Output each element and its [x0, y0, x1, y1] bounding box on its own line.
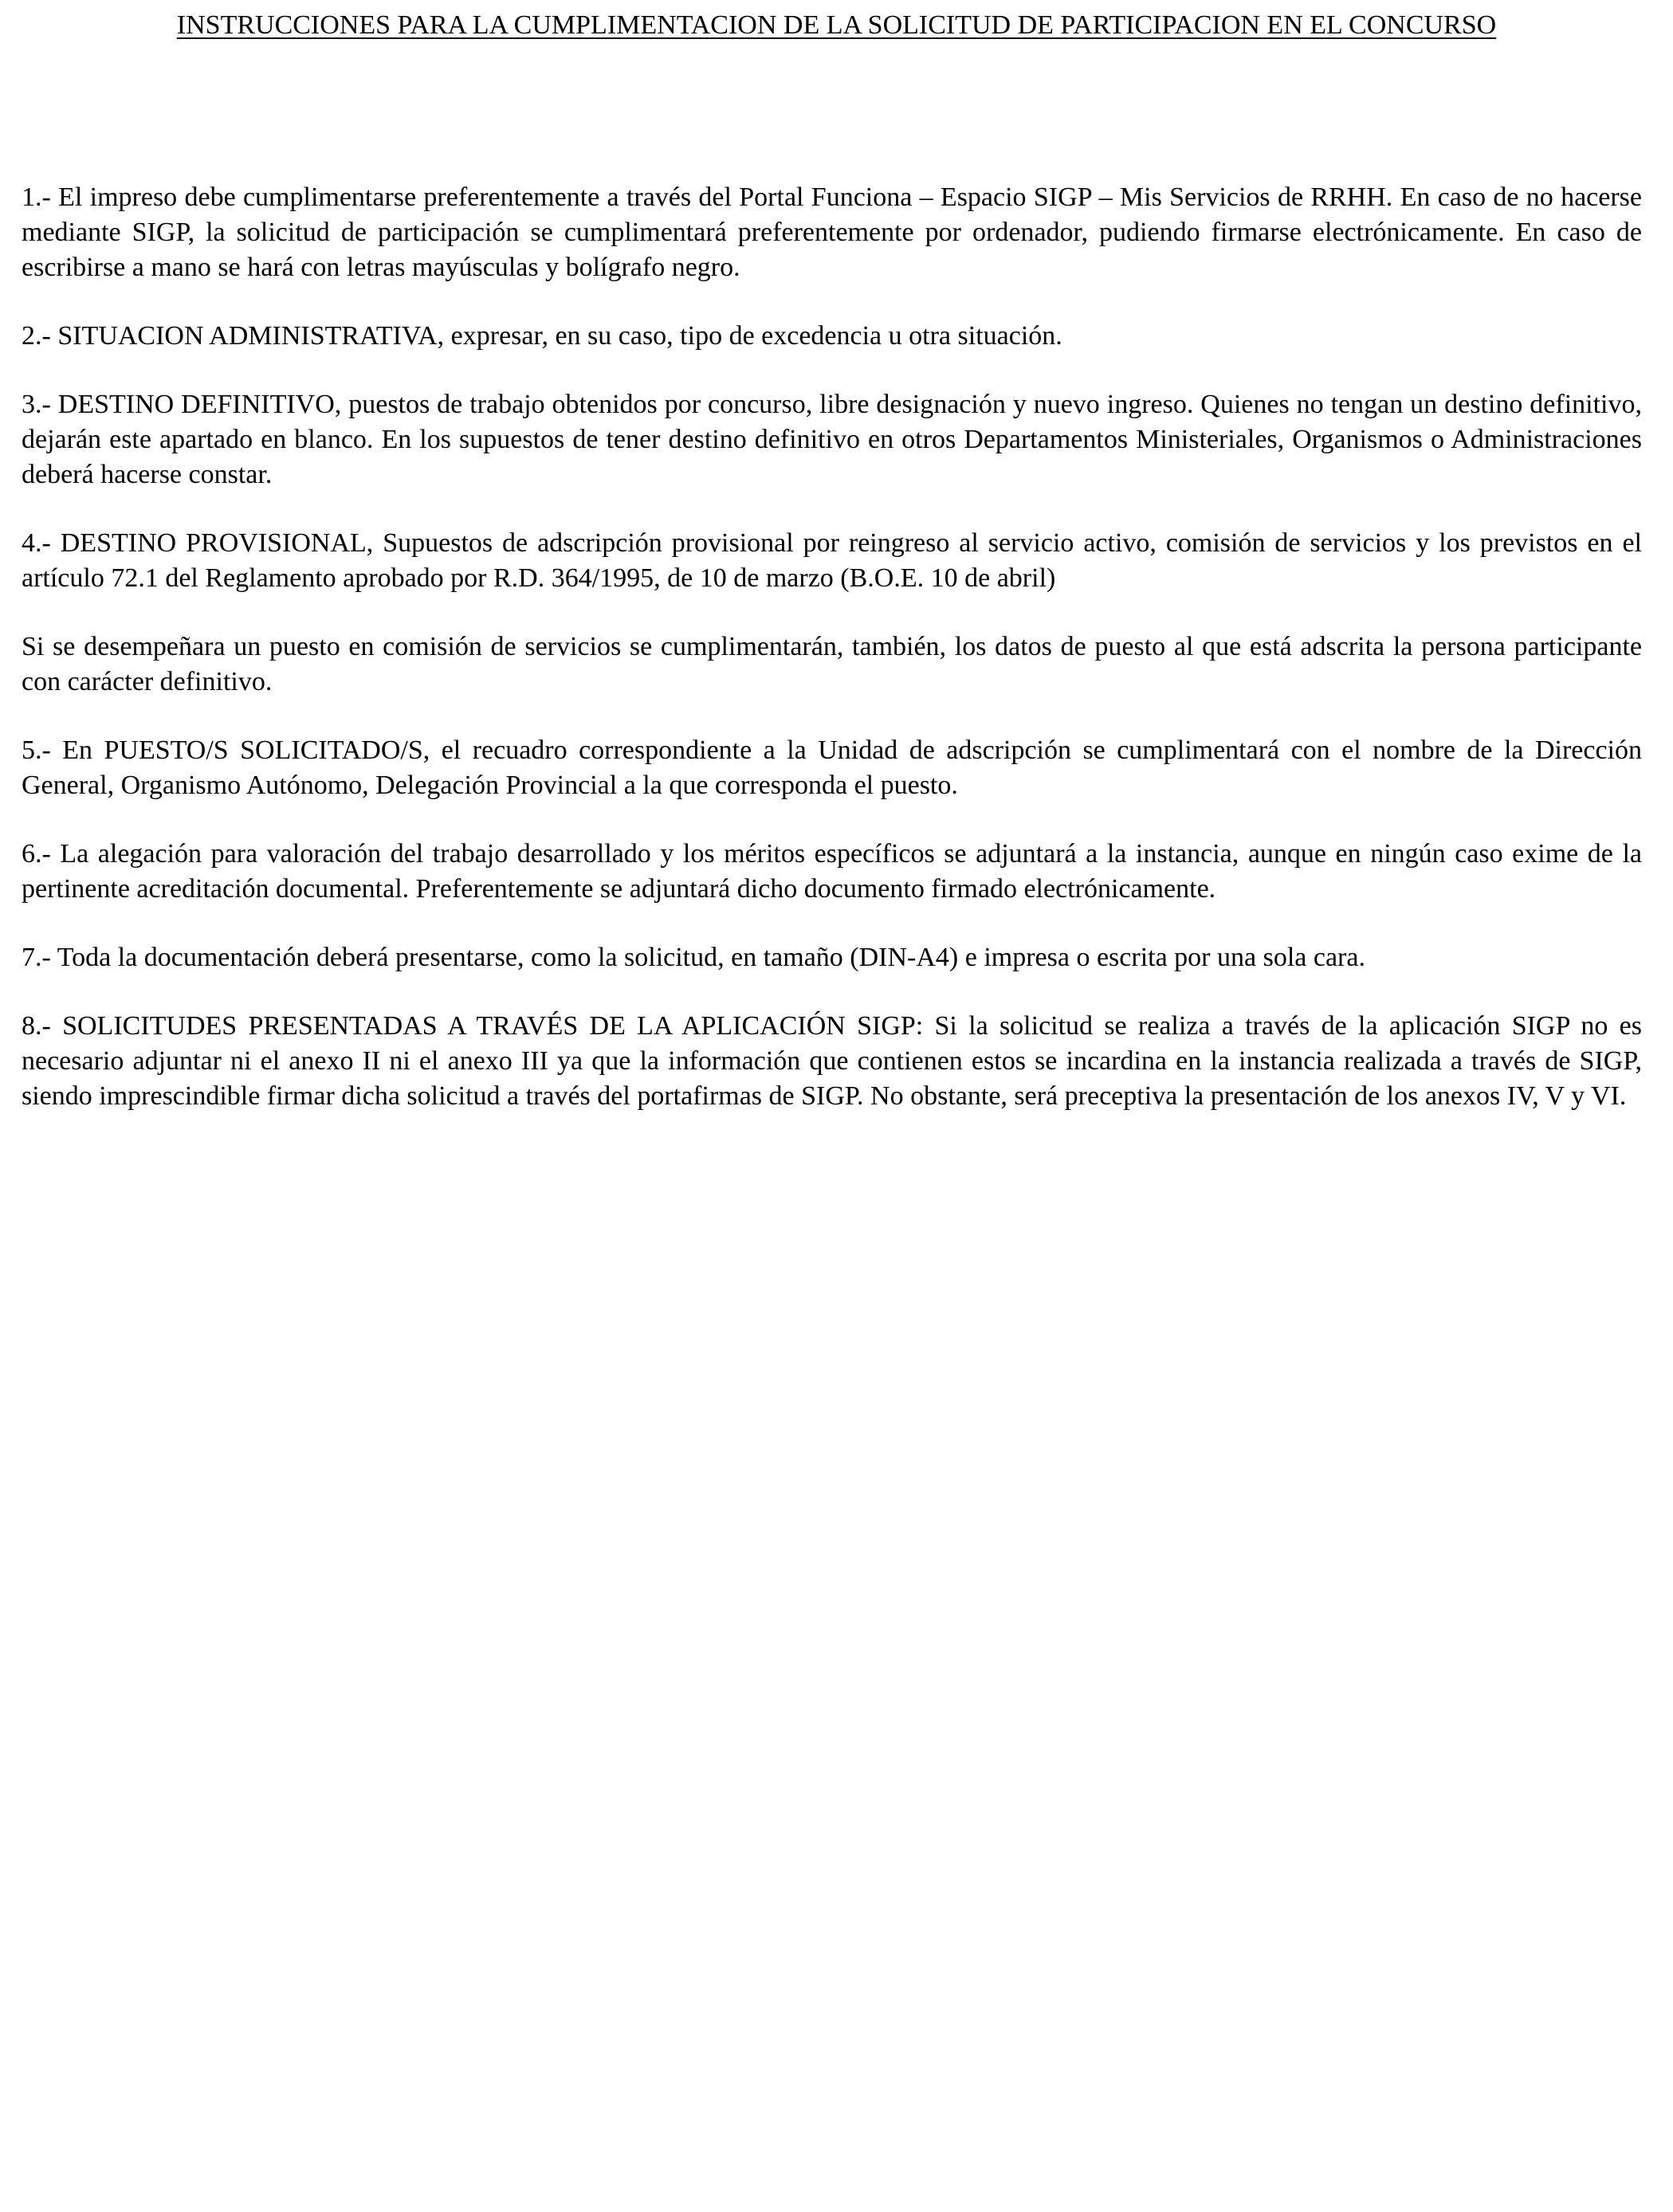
- instructions-body: [22, 180, 1642, 1147]
- instruction-paragraph-5: 5.- En PUESTO/S SOLICITADO/S, el recuadro correspondiente a la Unidad de adscripción se cumplimentará con el nombre de la Dirección General, Organismo Autónomo, Delegación Provincial a la que corresponda el puesto.: [22, 735, 1642, 800]
- document-title: INSTRUCCIONES PARA LA CUMPLIMENTACION DE LA SOLICITUD DE PARTICIPACION EN EL CONCURSO: [176, 10, 1497, 40]
- instruction-paragraph-7: 7.- Toda la documentación deberá presentarse, como la solicitud, en tamaño (DIN-A4) e impresa o escrita por una sola cara.: [22, 943, 1365, 972]
- instruction-paragraph-8: 8.- SOLICITUDES PRESENTADAS A TRAVÉS DE LA APLICACIÓN SIGP: Si la solicitud se realiza a través de la aplicación SIGP no es necesario adjuntar ni el anexo II ni el anexo III ya que la información que contienen estos se incardina en la instancia realizada a través de SIGP, siendo imprescindible firmar dicha solicitud a través del portafirmas de SIGP. No obstante, será preceptiva la presentación de los anexos IV, V y VI.: [22, 1011, 1642, 1111]
- instruction-paragraph-4: 4.- DESTINO PROVISIONAL, Supuestos de adscripción provisional por reingreso al servicio activo, comisión de servicios y los previstos en el artículo 72.1 del Reglamento aprobado por R.D. 364/1995, de 10 de marzo (B.O.E. 10 de abril): [22, 528, 1642, 593]
- instruction-paragraph-2: 2.- SITUACION ADMINISTRATIVA, expresar, en su caso, tipo de excedencia u otra situación.: [22, 321, 1062, 351]
- instruction-paragraph-1: 1.- El impreso debe cumplimentarse preferentemente a través del Portal Funciona – Espacio SIGP – Mis Servicios de RRHH. En caso de no hacerse mediante SIGP, la solicitud de participación se cumplimentará preferentemente por ordenador, pudiendo firmarse electrónicamente. En caso de escribirse a mano se hará con letras mayúsculas y bolígrafo negro.: [22, 182, 1642, 282]
- instruction-paragraph-6: 6.- La alegación para valoración del trabajo desarrollado y los méritos específicos se adjuntará a la instancia, aunque en ningún caso exime de la pertinente acreditación documental. Preferentemente se adjuntará dicho documento firmado electrónicamente.: [22, 839, 1642, 904]
- instruction-paragraph-4-note: Si se desempeñara un puesto en comisión de servicios se cumplimentarán, también, los datos de puesto al que está adscrita la persona participante con carácter definitivo.: [22, 632, 1642, 696]
- instruction-paragraph-3: 3.- DESTINO DEFINITIVO, puestos de trabajo obtenidos por concurso, libre designación y nuevo ingreso. Quienes no tengan un destino definitivo, dejarán este apartado en blanco. En los supuestos de tener destino definitivo en otros Departamentos Ministeriales, Organismos o Administraciones deberá hacerse constar.: [22, 390, 1642, 489]
